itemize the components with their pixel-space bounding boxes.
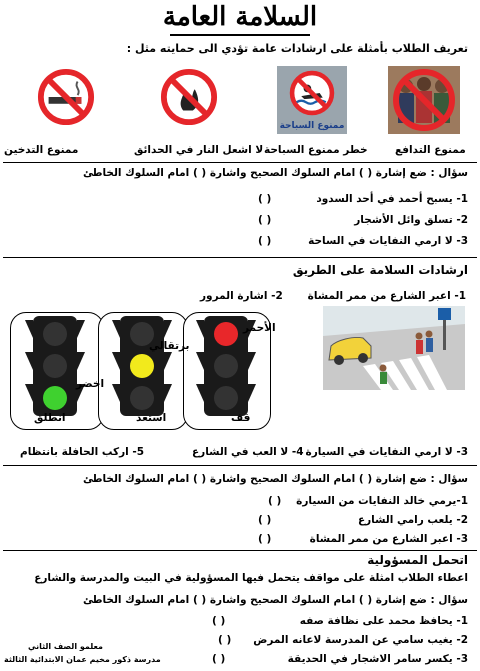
divider [3,550,477,551]
q3-blank[interactable]: ( ) [218,634,232,646]
sign-label-no-fire: لا اشعل النار في الحدائق [134,144,264,156]
q1-instruction: سؤال : ضع إشارة ( ) امام السلوك الصحيح واشارة ( ) امام السلوك الخاطئ [82,167,468,179]
road-item-4: 4- لا العب في الشارع [192,446,304,458]
title-underline [170,34,310,36]
q1-blank[interactable]: ( ) [258,193,272,205]
pedestrian-crossing-illustration [323,306,465,390]
q3-blank[interactable]: ( ) [212,653,226,665]
no-fire-icon [160,68,218,126]
q2-item: 2- يلعب رامي الشارع [357,514,468,526]
sign-label-no-smoking: ممنوع التدخين [4,144,79,156]
q2-blank[interactable]: ( ) [258,533,272,545]
q2-item: 3- اعبر الشارع من ممر المشاة [309,533,468,545]
red-light-side-label: الأحمر [243,322,276,334]
no-swimming-sign [277,66,347,134]
q2-blank[interactable]: ( ) [258,514,272,526]
q3-item: 3- يكسر سامر الاشجار في الحديقة [287,653,468,665]
green-light-label: انطلق [34,412,66,424]
no-pushing-sign [388,66,460,134]
no-swimming-caption: ممنوع السباحة [279,121,345,131]
q3-item: 2- يغيب سامي عن المدرسة لاعانه المرض [253,634,468,646]
q2-instruction: سؤال : ضع إشارة ( ) امام السلوك الصحيح واشارة ( ) امام السلوك الخاطئ [82,473,468,485]
traffic-light-green [19,314,91,426]
q2-blank[interactable]: ( ) [268,495,282,507]
q1-item: 3- لا ارمي النفايات في الساحة [308,235,468,247]
q3-item: 1- يحافظ محمد على نظافة صفه [299,615,468,627]
q1-blank[interactable]: ( ) [258,235,272,247]
divider [3,162,477,163]
no-swimming-icon [289,70,335,116]
red-light-label: قف [231,412,251,424]
road-item-2: 2- اشارة المرور [200,290,283,302]
responsibility-heading: اتحمل المسؤولية [367,553,468,567]
road-heading: ارشادات السلامة على الطريق [292,263,468,277]
road-item-5: 5- اركب الحافلة بانتظام [20,446,145,458]
no-pushing-icon [388,66,460,134]
road-item-1: 1- اعبر الشارع من ممر المشاة [307,290,466,302]
q1-item: 1- يسبح أحمد في أحد السدود [316,193,468,205]
q1-item: 2- تسلق وائل الأشجار [354,214,468,226]
footer-school: مدرسة ذكور مخيم عمان الابتدائية الثالثة [4,655,161,664]
green-light-side-label: اخضر [76,378,105,390]
q2-item: 1-يرمي خالد النفايات من السيارة [296,495,468,507]
sign-label-no-pushing: ممنوع التدافع [395,144,466,156]
no-smoking-icon [37,68,95,126]
sign-label-no-swimming: خطر ممنوع السباحة [264,144,368,156]
yellow-light-label: استعد [136,412,167,424]
q3-instruction: سؤال : ضع إشارة ( ) امام السلوك الصحيح واشارة ( ) امام السلوك الخاطئ [82,594,468,606]
yellow-light-side-label: برتقالي [149,340,190,352]
footer-teachers: معلمو الصف الثاني [28,642,103,651]
responsibility-intro: اعطاء الطلاب امثلة على مواقف يتحمل فيها المسؤولية في البيت والمدرسة والشارع [34,572,468,584]
page-title: السلامة العامة [162,2,318,32]
road-item-3: 3- لا ارمي النفايات في السيارة [305,446,468,458]
intro-text: تعريف الطلاب بأمثلة على ارشادات عامة تؤدي الى حمايته مثل : [126,42,468,55]
q3-blank[interactable]: ( ) [212,615,226,627]
divider [3,465,477,466]
q1-blank[interactable]: ( ) [258,214,272,226]
divider [3,257,477,258]
traffic-light-yellow [106,314,178,426]
